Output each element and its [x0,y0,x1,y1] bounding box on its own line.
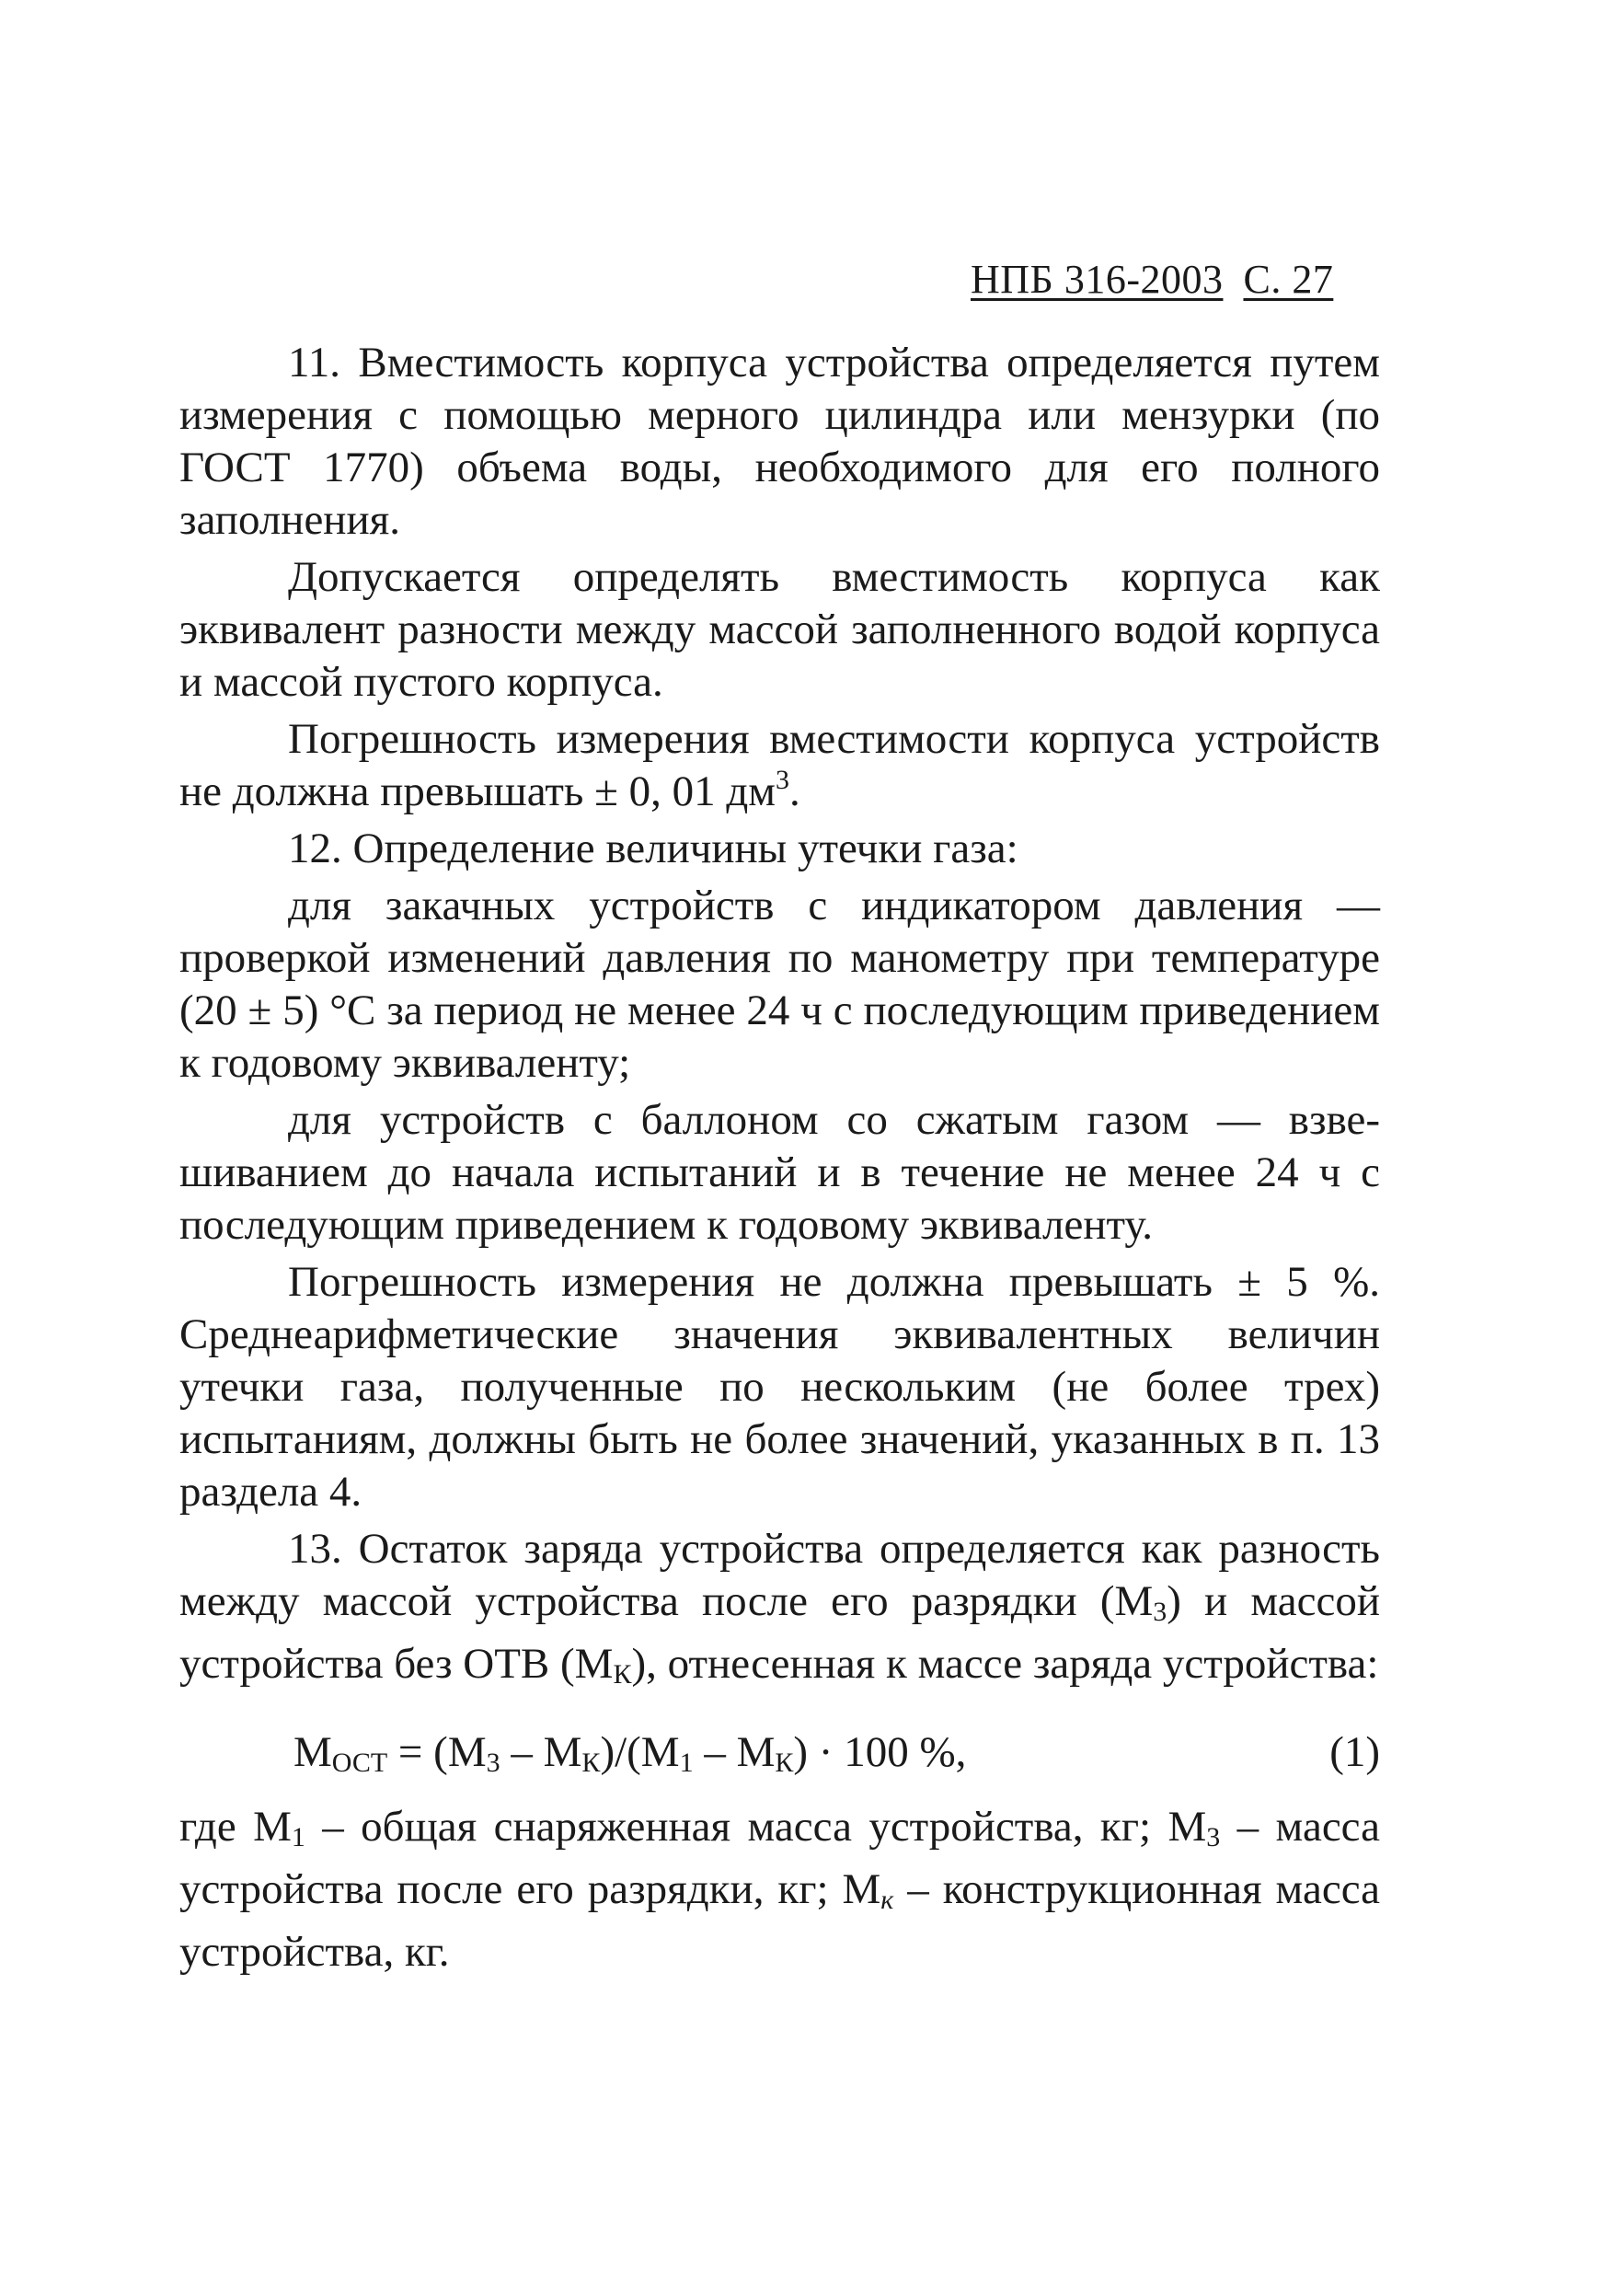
paragraph-leak-error: Погрешность измерения не должна превышать ± 5 %. Среднеарифметические значения эквивалентных величин утечки газа, полученные по нескольким (не более трех) испытаниям, должны быть не более значений, указанных в п. 13 раздела 4. [179,1258,1380,1516]
formula-1 [179,1726,1380,1779]
paragraph-capacity-alt: Допускается определять вместимость корпуса как эквивалент разности между массой заполненного водой корпуса и массой пустого корпуса. [179,553,1380,706]
document-body [179,337,1380,1979]
paragraph-where: где $М_1$ – общая снаряженная масса устройства, кг; $М_3$ – масса устройства после его разрядки, кг; $М_к$ – конструкционная масса устройства, кг. [179,1803,1380,1976]
page-number: С. 27 [1243,257,1334,302]
paragraph-leak-cylinder: для устройств с баллоном со сжатым газом — взвешиванием до начала испытаний и в течение не менее 24 ч с последующим приведением к годовому эквиваленту. [179,1096,1380,1249]
paragraph-13: 13. Остаток заряда устройства определяется как разность между массой устройства после его разрядки $(М_3)$ и массой устройства без ОТВ $(М_К)$, отнесенная к массе заряда устройства: [179,1525,1380,1690]
paragraph-capacity-error: Погрешность измерения вместимости корпуса устройств не должна превышать ± 0, 01 $дм^3$. [179,715,1380,815]
superscript-3: 3 [776,765,790,795]
document-number: НПБ 316-2003 [971,257,1224,302]
paragraph-12: 12. Определение величины утечки газа: [288,825,1018,872]
formula-number: (1) [1329,1728,1380,1776]
page-header [971,256,1375,303]
paragraph-leak-pressurized: для закачных устройств с индикатором давления — проверкой изменений давления по манометру при температуре (20 ± 5) °С за период не менее 24 ч с последующим приведением к годовому эквиваленту; [179,882,1380,1087]
formula-expression: $М_{ОСТ} = (М_3 - М_К)/(М_1 - М_К) \cdot 100$ %, [293,1728,967,1778]
paragraph-11: 11. Вместимость корпуса устройства определяется путем измерения с помощью мерного цилиндра или мензурки (по ГОСТ 1770) объема воды, необходимого для его полного заполнения. [179,339,1380,544]
